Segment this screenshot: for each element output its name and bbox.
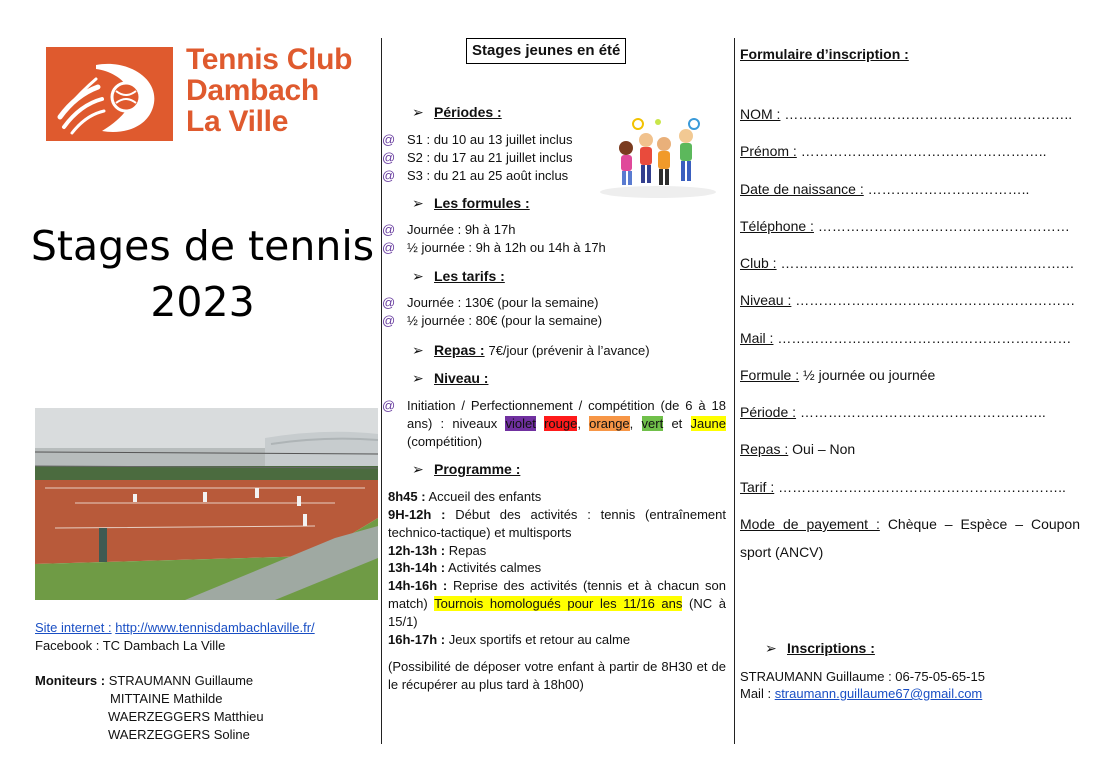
arrow-bullet-icon: ➢ [412, 195, 424, 211]
tarifs-heading: ➢ Les tarifs : [412, 268, 505, 284]
arrow-bullet-icon: ➢ [765, 640, 777, 656]
programme-item: 8h45 : Accueil des enfants [388, 489, 542, 504]
arrow-bullet-icon: ➢ [412, 342, 424, 358]
tennis-court-photo [35, 408, 378, 600]
column-divider-right [734, 38, 735, 744]
programme-item: 9H-12h : Début des activités : tennis (entraînement technico-tactique) et multisports [388, 507, 726, 540]
moniteur-name: WAERZEGGERS Matthieu [108, 709, 264, 724]
club-logo [46, 47, 173, 141]
level-orange: orange [589, 416, 630, 431]
niveau-description: Initiation / Perfectionnement / compétition (de 6 à 18 ans) : niveaux violet rouge, orange, vert et Jaune (compétition) [407, 398, 726, 449]
formule-item: @ Journée : 9h à 17h [382, 222, 516, 237]
level-violet: violet [505, 416, 536, 431]
facebook-value: TC Dambach La Ville [102, 638, 226, 653]
niveau-heading: ➢ Niveau : [412, 370, 489, 386]
programme-item: 13h-14h : Activités calmes [388, 560, 542, 575]
moniteur-name: WAERZEGGERS Soline [108, 727, 250, 742]
dropoff-note: (Possibilité de déposer votre enfant à partir de 8H30 et de le récupérer au plus tard à 18h00) [388, 659, 726, 692]
periode-item: @ S2 : du 17 au 21 juillet inclus [382, 150, 573, 165]
spiral-bullet-icon: @ [382, 168, 396, 183]
arrow-bullet-icon: ➢ [412, 104, 424, 120]
moniteurs-label: Moniteurs : [35, 673, 106, 688]
racket-ball-logo-icon [46, 47, 173, 141]
form-field-repas[interactable]: Repas : Oui – Non [740, 441, 856, 457]
programme-item: 14h-16h : Reprise des activités (tennis et à chacun son match) Tournois homologués pour les 11/16 ans (NC à 15/1) [388, 578, 727, 629]
arrow-bullet-icon: ➢ [412, 461, 424, 477]
moniteur-name: MITTAINE Mathilde [110, 691, 223, 706]
level-rouge: rouge [544, 416, 578, 431]
club-name [186, 44, 352, 137]
club-name-line-3: La Ville [186, 105, 289, 138]
middle-heading: Stages jeunes en été [466, 38, 626, 64]
inscription-contact: STRAUMANN Guillaume : 06-75-05-65-15 [740, 669, 985, 684]
main-title-line-2: 2023 [150, 278, 255, 326]
email-link[interactable]: straumann.guillaume67@gmail.com [774, 686, 983, 701]
programme-heading: ➢ Programme : [412, 461, 521, 477]
club-name-line-2: Dambach [186, 74, 319, 107]
moniteurs-line-1 [35, 672, 253, 690]
spiral-bullet-icon: @ [382, 398, 396, 413]
arrow-bullet-icon: ➢ [412, 268, 424, 284]
periode-item: @ S1 : du 10 au 13 juillet inclus [382, 132, 573, 147]
form-field-tarif[interactable]: Tarif : …………………………………………………….. [740, 479, 1066, 495]
form-field-mail[interactable]: Mail : ……………………………………………………… [740, 330, 1072, 346]
form-field-naissance[interactable]: Date de naissance : …………………………….. [740, 181, 1030, 197]
main-title-line-1: Stages de tennis [30, 222, 375, 270]
niveau-bullet [382, 397, 407, 415]
website-link[interactable]: http://www.tennisdambachlaville.fr/ [115, 620, 315, 635]
formules-heading: ➢ Les formules : [412, 195, 530, 211]
arrow-bullet-icon: ➢ [412, 370, 424, 386]
form-field-paiement[interactable]: Mode de payement : Chèque – Espèce – Coupon [740, 516, 1080, 532]
form-title: Formulaire d’inscription : [740, 46, 909, 62]
tournament-highlight: Tournois homologués pour les 11/16 ans [434, 596, 683, 611]
form-field-prenom[interactable]: Prénom : …………………………………………….. [740, 143, 1047, 159]
form-field-periode[interactable]: Période : …………………………………………….. [740, 404, 1046, 420]
form-field-niveau[interactable]: Niveau : …………………………………………………… [740, 292, 1076, 308]
website-label: Site internet : [35, 620, 112, 635]
club-name-line-1: Tennis Club [186, 43, 353, 76]
facebook-label: Facebook : [35, 638, 100, 653]
tarif-item: @ ½ journée : 80€ (pour la semaine) [382, 313, 603, 328]
spiral-bullet-icon: @ [382, 132, 396, 147]
form-field-telephone[interactable]: Téléphone : ……………………………………………… [740, 218, 1070, 234]
inscriptions-heading: ➢ Inscriptions : [765, 640, 875, 656]
main-title [20, 218, 385, 330]
facebook-line [35, 637, 225, 655]
spiral-bullet-icon: @ [382, 240, 396, 255]
periodes-heading: ➢ Périodes : [412, 104, 502, 120]
formule-item: @ ½ journée : 9h à 12h ou 14h à 17h [382, 240, 606, 255]
kids-playing-tennis-illustration [594, 114, 722, 200]
inscription-mail: Mail : straumann.guillaume67@gmail.com [740, 686, 983, 701]
moniteur-name: STRAUMANN Guillaume [108, 673, 254, 688]
form-field-club[interactable]: Club : ……………………………………………………… [740, 255, 1075, 271]
spiral-bullet-icon: @ [382, 313, 396, 328]
form-field-paiement-continued: sport (ANCV) [740, 544, 824, 560]
tarif-item: @ Journée : 130€ (pour la semaine) [382, 295, 599, 310]
level-vert: vert [641, 416, 664, 431]
website-line [35, 619, 315, 637]
spiral-bullet-icon: @ [382, 150, 396, 165]
programme-item: 16h-17h : Jeux sportifs et retour au calme [388, 632, 631, 647]
spiral-bullet-icon: @ [382, 222, 396, 237]
level-jaune: Jaune [690, 416, 726, 431]
repas-heading: ➢ Repas : 7€/jour (prévenir à l’avance) [412, 342, 650, 358]
repas-value: 7€/jour (prévenir à l’avance) [488, 343, 650, 358]
programme-item: 12h-13h : Repas [388, 543, 487, 558]
form-field-formule[interactable]: Formule : ½ journée ou journée [740, 367, 936, 383]
periode-item: @ S3 : du 21 au 25 août inclus [382, 168, 569, 183]
spiral-bullet-icon: @ [382, 295, 396, 310]
form-field-nom[interactable]: NOM : …………………………………………………….. [740, 106, 1073, 122]
